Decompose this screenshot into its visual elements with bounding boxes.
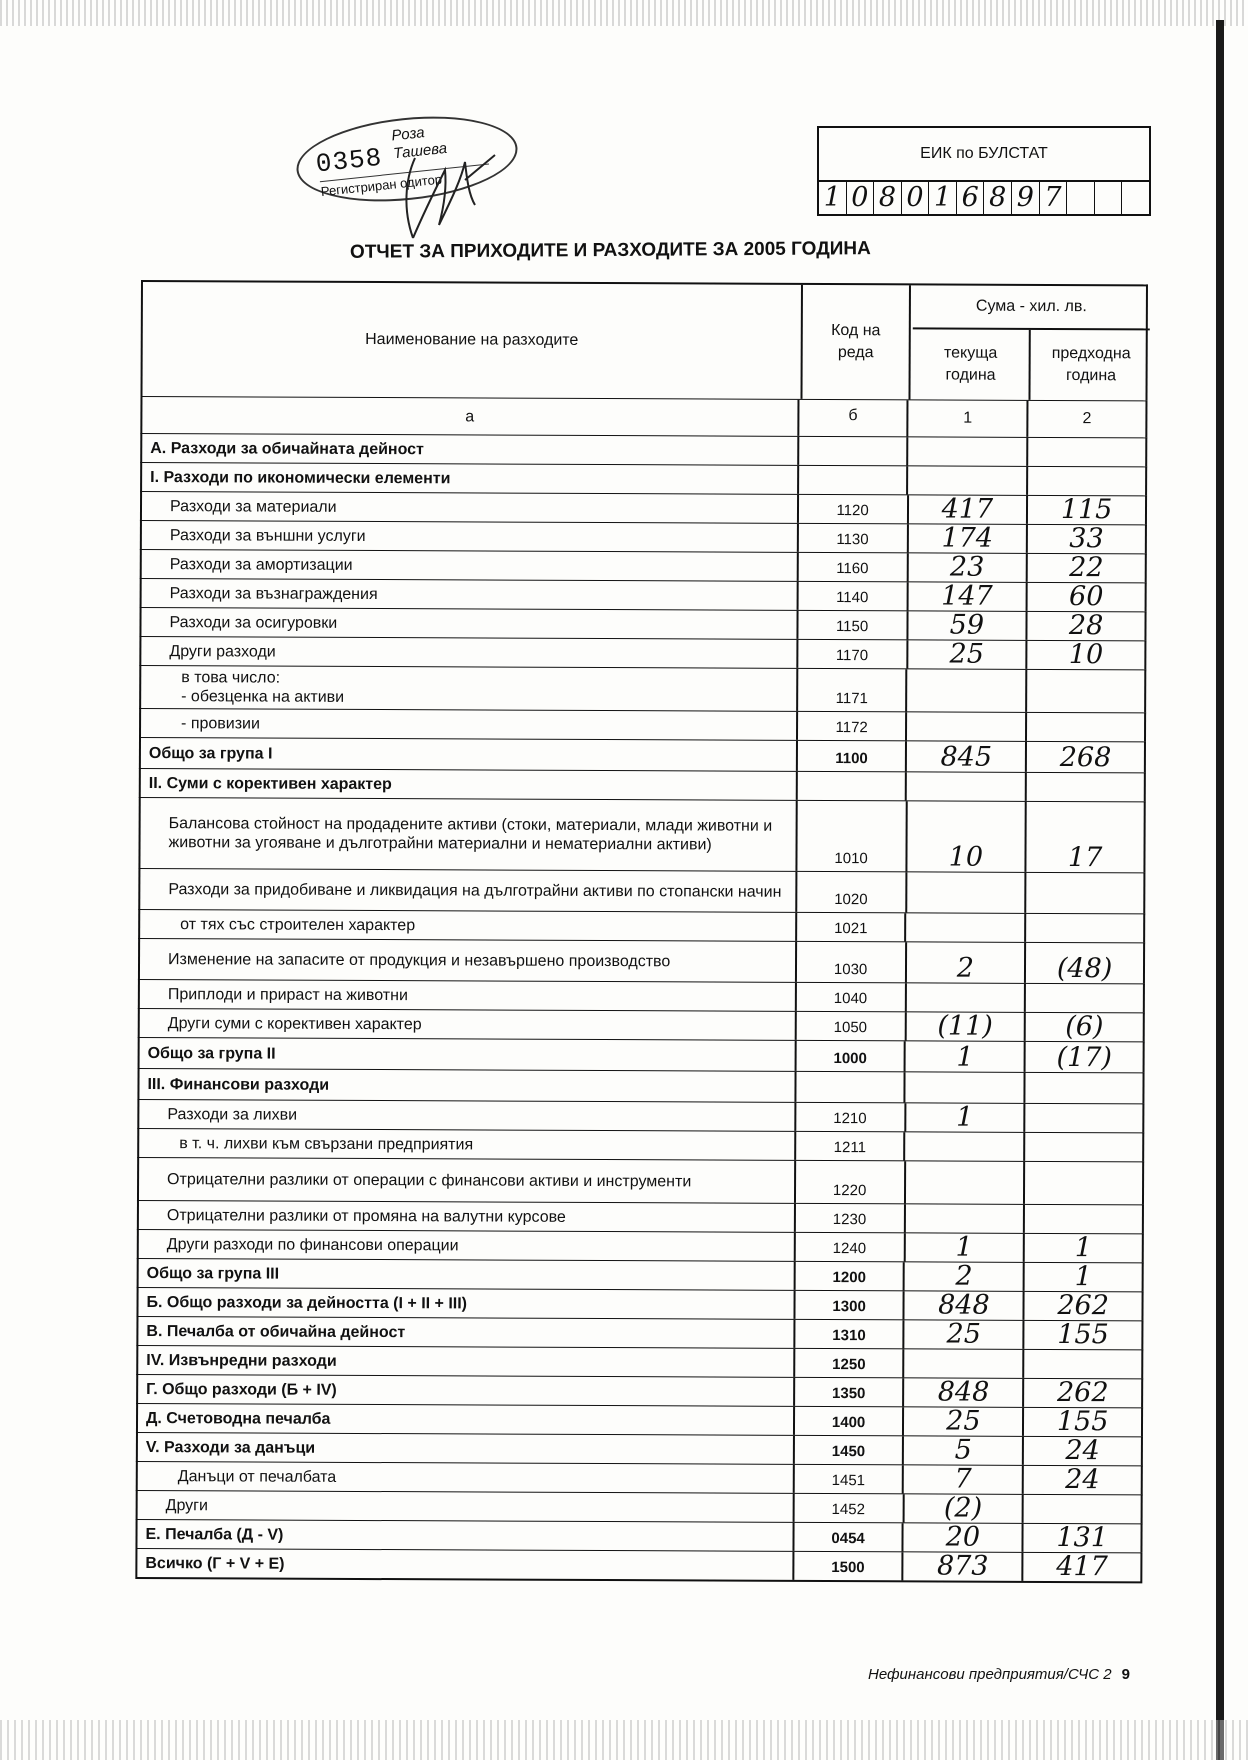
row-current-year-value: (11) <box>906 1012 1026 1041</box>
row-name: Данъци от печалбата <box>138 1462 795 1493</box>
row-previous-year-value: 155 <box>1057 1319 1109 1351</box>
page-edge-shadow <box>1216 20 1224 1760</box>
stamp-number: 0358 <box>314 142 384 180</box>
row-previous-year-value: 262 <box>1057 1290 1110 1322</box>
row-previous-year-value <box>1028 467 1145 496</box>
row-previous-year-value: 33 <box>1069 523 1104 555</box>
row-code: 1230 <box>796 1204 906 1232</box>
eik-digit-cell: 1 <box>929 180 957 214</box>
row-name: Разходи за амортизации <box>142 550 799 581</box>
eik-digit-cell: 7 <box>1040 180 1068 214</box>
table-row <box>140 433 1147 466</box>
row-previous-year-value: 268 <box>1059 742 1112 774</box>
eik-digit-cell <box>1095 180 1123 214</box>
table-row <box>140 549 1147 582</box>
row-name: Разходи за външни услуги <box>142 521 799 552</box>
row-previous-year-value: 155 <box>1056 1406 1109 1438</box>
row-current-year-value <box>909 437 1029 466</box>
row-name: Всичко (Г + V + Е) <box>137 1549 794 1580</box>
row-code <box>797 772 907 800</box>
row-previous-year-value <box>1025 1205 1142 1234</box>
row-code: 1210 <box>796 1103 906 1131</box>
row-name: Е. Печалба (Д - V) <box>137 1520 794 1551</box>
row-current-year-value <box>906 983 1026 1012</box>
row-name: Отрицателни разлики от операции с финансови активи и инструменти <box>139 1158 796 1203</box>
table-row <box>136 1461 1143 1494</box>
row-code: 1400 <box>795 1407 905 1435</box>
row-previous-year-value: 10 <box>1068 639 1104 671</box>
table-row <box>138 868 1145 913</box>
row-code: 1220 <box>796 1161 906 1203</box>
row-previous-year-value: 262 <box>1056 1377 1109 1409</box>
row-code: 1172 <box>798 712 908 740</box>
row-previous-year-value <box>1026 914 1143 943</box>
row-code: 1171 <box>798 669 908 711</box>
row-current-year-value: 417 <box>908 495 1028 524</box>
row-name: Г. Общо разходи (Б + IV) <box>138 1375 795 1406</box>
stamp-name-line1: Роза <box>390 124 426 145</box>
page-number: 9 <box>1121 1666 1130 1683</box>
row-current-year-value: 5 <box>904 1436 1024 1465</box>
table-row <box>137 1229 1144 1262</box>
row-code: 1240 <box>795 1233 905 1261</box>
row-current-year-value <box>905 1161 1025 1204</box>
eik-digit-cell: 6 <box>957 180 985 214</box>
row-name: Общо за група I <box>141 738 798 771</box>
row-name: А. Разходи за обичайната дейност <box>142 434 799 465</box>
header-previous-year: предходна година <box>1051 344 1131 385</box>
eik-digit-cell: 8 <box>984 180 1012 214</box>
row-code: 1200 <box>795 1262 905 1290</box>
row-current-year-value: 59 <box>908 611 1028 640</box>
table-row <box>135 1548 1142 1583</box>
page-footer <box>868 1666 1130 1683</box>
row-previous-year-value <box>1026 984 1143 1013</box>
row-current-year-value <box>909 466 1029 495</box>
row-code: 1211 <box>796 1132 906 1160</box>
row-code: 1300 <box>795 1291 905 1319</box>
row-name: Други суми с корективен характер <box>140 1009 797 1040</box>
row-code <box>799 466 909 494</box>
row-code: 1050 <box>796 1012 906 1040</box>
row-code: 1310 <box>795 1320 905 1348</box>
row-current-year-value: 25 <box>908 640 1028 669</box>
row-code: 1040 <box>797 983 907 1011</box>
row-previous-year-value <box>1027 713 1144 742</box>
row-code: 1010 <box>797 801 907 871</box>
header-sum: Сума - хил. лв. <box>913 285 1150 330</box>
row-previous-year-value <box>1025 1133 1142 1162</box>
row-current-year-value: 7 <box>904 1465 1024 1494</box>
row-name: Разходи за придобиване и ликвидация на дълготрайни активи по стопански начин <box>140 869 797 912</box>
row-name: Б. Общо разходи за дейността (I + II + III) <box>138 1288 795 1319</box>
row-previous-year-value: 28 <box>1068 610 1104 642</box>
row-previous-year-value: 115 <box>1060 494 1113 526</box>
row-current-year-value: 845 <box>907 741 1027 772</box>
table-row <box>136 1345 1143 1378</box>
row-name: Други разходи по финансови операции <box>139 1230 796 1261</box>
row-name: Други разходи <box>141 637 798 668</box>
row-code: 1020 <box>797 872 907 912</box>
row-current-year-value <box>906 1072 1026 1103</box>
row-current-year-value <box>907 872 1027 913</box>
eik-digit-cell: 1 <box>819 180 847 214</box>
row-code <box>796 1072 906 1102</box>
row-current-year-value: 174 <box>908 524 1028 553</box>
row-previous-year-value <box>1026 1073 1143 1104</box>
table-row <box>136 1403 1143 1436</box>
row-code: 1450 <box>795 1436 905 1464</box>
scan-noise-top <box>0 0 1248 26</box>
row-name: II. Суми с корективен характер <box>141 769 798 800</box>
table-body <box>135 396 1147 1583</box>
row-previous-year-value: 24 <box>1065 1464 1100 1496</box>
row-name: Д. Счетоводна печалба <box>138 1404 795 1435</box>
footer-form-code: Нефинансови предприятия/СЧС 2 <box>868 1666 1112 1683</box>
table-row <box>138 1037 1145 1072</box>
row-current-year-value <box>907 712 1027 741</box>
row-previous-year-value: 1 <box>1074 1261 1092 1293</box>
table-row <box>138 1008 1145 1041</box>
row-previous-year-value <box>1025 1162 1142 1205</box>
row-code: 1021 <box>797 913 907 941</box>
row-name: Разходи за осигуровки <box>141 608 798 639</box>
header-current-year: текуща година <box>912 329 1030 400</box>
row-previous-year-value <box>1027 773 1144 802</box>
row-current-year-value: 873 <box>904 1552 1024 1581</box>
row-previous-year-value: (6) <box>1065 1011 1104 1043</box>
row-name: V. Разходи за данъци <box>138 1433 795 1464</box>
row-name: Други <box>138 1491 795 1522</box>
table-row <box>138 909 1145 942</box>
row-current-year-value: 1 <box>905 1233 1025 1262</box>
row-current-year-value: 23 <box>908 553 1028 582</box>
col-label-current: 1 <box>909 400 1029 437</box>
scan-noise-bottom <box>0 1720 1248 1760</box>
row-previous-year-value <box>1028 438 1145 467</box>
eik-digit-cells <box>819 180 1149 214</box>
row-current-year-value: (2) <box>904 1494 1024 1523</box>
col-label-code: б <box>799 400 909 436</box>
row-current-year-value <box>906 1132 1026 1161</box>
row-previous-year-value: 22 <box>1069 552 1104 584</box>
table-row <box>139 737 1146 772</box>
header-code: Код на реда <box>802 285 910 399</box>
table-row <box>140 578 1147 611</box>
header-name: Наименование на разходите <box>142 282 802 399</box>
table-row <box>137 1157 1144 1204</box>
row-current-year-value: 10 <box>907 801 1027 872</box>
table-row <box>138 797 1145 872</box>
table-row <box>139 768 1146 801</box>
row-current-year-value <box>907 913 1027 942</box>
table-header <box>140 280 1147 400</box>
table-row <box>139 607 1146 640</box>
eik-bulstat-box <box>817 126 1151 216</box>
table-row <box>137 1200 1144 1233</box>
table-row <box>140 462 1147 495</box>
table-row <box>138 938 1145 983</box>
table-row <box>137 1258 1144 1291</box>
row-previous-year-value: (17) <box>1056 1042 1113 1074</box>
row-name: Отрицателни разлики от промяна на валутни курсове <box>139 1201 796 1232</box>
row-name: - провизии <box>141 709 798 740</box>
row-current-year-value <box>907 772 1027 801</box>
eik-label: ЕИК по БУЛСТАТ <box>819 128 1149 182</box>
row-current-year-value: 1 <box>906 1103 1026 1132</box>
row-current-year-value: 20 <box>904 1523 1024 1552</box>
eik-digit-cell <box>1122 180 1149 214</box>
row-current-year-value <box>905 1349 1025 1378</box>
row-previous-year-value: 131 <box>1056 1522 1108 1554</box>
row-code: 1452 <box>794 1494 904 1522</box>
row-previous-year-value: 1 <box>1074 1232 1093 1264</box>
table-row <box>140 520 1147 553</box>
row-name: I. Разходи по икономически елементи <box>142 463 799 494</box>
row-previous-year-value: (48) <box>1056 953 1113 985</box>
table-row <box>136 1374 1143 1407</box>
row-name: Разходи за лихви <box>139 1100 796 1131</box>
table-row <box>137 1068 1144 1103</box>
row-code: 1500 <box>794 1552 904 1580</box>
table-row <box>136 1316 1143 1349</box>
row-code: 0454 <box>794 1523 904 1551</box>
row-code: 1000 <box>796 1041 906 1071</box>
row-name: IV. Извънредни разходи <box>138 1346 795 1377</box>
table-row <box>136 1432 1143 1465</box>
row-current-year-value: 848 <box>905 1378 1025 1407</box>
row-code: 1350 <box>795 1378 905 1406</box>
row-name: Разходи за възнаграждения <box>142 579 799 610</box>
row-current-year-value: 2 <box>905 1262 1025 1291</box>
row-previous-year-value: 417 <box>1056 1551 1108 1583</box>
table-row <box>135 1519 1142 1552</box>
column-labels-row <box>140 396 1147 437</box>
row-name: в това число: - обезценка на активи <box>141 666 798 711</box>
eik-digit-cell: 0 <box>847 180 875 214</box>
handwritten-signature <box>395 150 505 245</box>
stamp-name-line2: Ташева <box>392 139 448 163</box>
row-previous-year-value <box>1024 1350 1141 1379</box>
row-current-year-value: 848 <box>905 1291 1025 1320</box>
table-row <box>139 636 1146 669</box>
eik-digit-cell <box>1067 180 1095 214</box>
row-name: III. Финансови разходи <box>139 1069 796 1102</box>
row-previous-year-value: 17 <box>1067 842 1103 874</box>
report-title: ОТЧЕТ ЗА ПРИХОДИТЕ И РАЗХОДИТЕ ЗА 2005 ГОДИНА <box>349 238 871 263</box>
row-previous-year-value <box>1024 1495 1141 1524</box>
row-current-year-value: 2 <box>906 942 1026 983</box>
eik-digit-cell: 0 <box>902 180 930 214</box>
table-row <box>139 665 1146 712</box>
row-previous-year-value: 60 <box>1068 581 1104 613</box>
row-previous-year-value: 24 <box>1065 1435 1100 1467</box>
expenses-table <box>135 280 1148 1583</box>
table-row <box>137 1128 1144 1161</box>
row-name: В. Печалба от обичайна дейност <box>138 1317 795 1348</box>
row-name: в т. ч. лихви към свързани предприятия <box>139 1129 796 1160</box>
stamp-subtitle: Регистриран одитор <box>320 163 491 199</box>
row-code <box>799 437 909 465</box>
row-current-year-value <box>908 669 1028 712</box>
row-name: Общо за група III <box>139 1259 796 1290</box>
row-current-year-value: 25 <box>905 1320 1025 1349</box>
table-row <box>139 708 1146 741</box>
row-code: 1170 <box>798 640 908 668</box>
row-previous-year-value <box>1026 1104 1143 1133</box>
eik-digit-cell: 9 <box>1012 180 1040 214</box>
row-code: 1451 <box>794 1465 904 1493</box>
eik-digit-cell: 8 <box>874 180 902 214</box>
row-name: от тях със строителен характер <box>140 910 797 941</box>
row-previous-year-value <box>1026 873 1143 914</box>
row-current-year-value <box>905 1204 1025 1233</box>
row-code: 1100 <box>798 741 908 771</box>
row-code: 1160 <box>798 553 908 581</box>
row-current-year-value: 147 <box>908 582 1028 611</box>
row-current-year-value: 25 <box>904 1407 1024 1436</box>
row-code: 1130 <box>799 524 909 552</box>
row-name: Приплоди и прираст на животни <box>140 980 797 1011</box>
row-previous-year-value <box>1027 670 1144 713</box>
row-code: 1140 <box>798 582 908 610</box>
table-row <box>138 979 1145 1012</box>
col-label-previous: 2 <box>1082 410 1092 428</box>
row-code: 1150 <box>798 611 908 639</box>
row-code: 1250 <box>795 1349 905 1377</box>
row-name: Балансова стойност на продадените активи (стоки, материали, млади животни и животни за угояване и дълготрайни материални и нематериални активи) <box>140 798 797 871</box>
row-code: 1120 <box>799 495 909 523</box>
table-row <box>136 1287 1143 1320</box>
row-current-year-value: 1 <box>906 1041 1026 1072</box>
row-name: Разходи за материали <box>142 492 799 523</box>
row-name: Общо за група II <box>140 1038 797 1071</box>
table-row <box>136 1490 1143 1523</box>
row-name: Изменение на запасите от продукция и незавършено производство <box>140 939 797 982</box>
table-row <box>137 1099 1144 1132</box>
table-row <box>140 491 1147 524</box>
row-code: 1030 <box>797 942 907 982</box>
col-label-name: а <box>142 397 799 436</box>
